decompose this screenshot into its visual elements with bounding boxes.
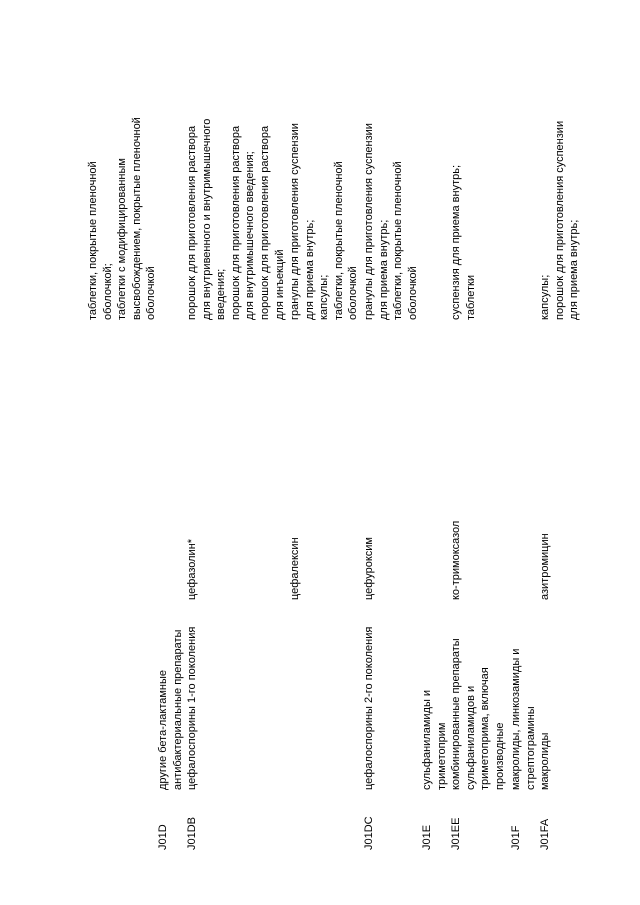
- pharmacological-group: макролиды: [539, 732, 551, 790]
- pharmacological-group: сульфаниламиды и триметоприм: [421, 689, 448, 790]
- drug-name: ко-тримоксазол: [450, 520, 462, 600]
- dosage-forms: суспензия для приема внутрь; таблетки: [450, 164, 477, 320]
- drug-name: азитромицин: [539, 533, 551, 600]
- document-page: [0, 45, 640, 850]
- pharmacological-group: другие бета-лактамные антибактериальные препараты: [157, 629, 184, 790]
- atc-code: J01FA: [539, 818, 551, 850]
- atc-code: J01DC: [363, 816, 375, 850]
- drug-name: цефуроксим: [363, 537, 375, 600]
- atc-code: J01F: [510, 825, 522, 850]
- pharmacological-group: цефалоспорины 2-го поколения: [363, 626, 375, 790]
- dosage-forms: гранулы для приготовления суспензии для приема внутрь; таблетки, покрытые пленочной оболочкой: [363, 123, 419, 320]
- dosage-forms: порошок для приготовления раствора для внутривенного и внутримышечного введения; порошок для приготовления раствора для внутримышечного введения; порошок для приготовления раствора для инъекций: [186, 118, 286, 320]
- dosage-forms: гранулы для приготовления суспензии для приема внутрь; капсулы; таблетки, покрытые пленочной оболочкой: [289, 123, 360, 320]
- atc-code: J01D: [157, 824, 169, 850]
- dosage-forms: капсулы; порошок для приготовления суспензии для приема внутрь;: [539, 120, 581, 320]
- pharmacological-group: комбинированные препараты сульфаниламидов и триметоприма, включая производные: [450, 638, 506, 790]
- drug-name: цефалексин: [289, 537, 301, 600]
- atc-code: J01E: [421, 824, 433, 850]
- pharmacological-group: макролиды, линкозамиды и стрептограмины: [510, 648, 537, 790]
- pharmacological-group: цефалоспорины 1-го поколения: [186, 626, 198, 790]
- atc-code: J01EE: [450, 817, 462, 850]
- drug-name: цефазолин*: [186, 538, 198, 600]
- dosage-forms: таблетки, покрытые пленочной оболочкой; таблетки с модифицированным высвобождением, покрытые пленочной оболочкой: [87, 117, 158, 320]
- atc-code: J01DB: [186, 816, 198, 850]
